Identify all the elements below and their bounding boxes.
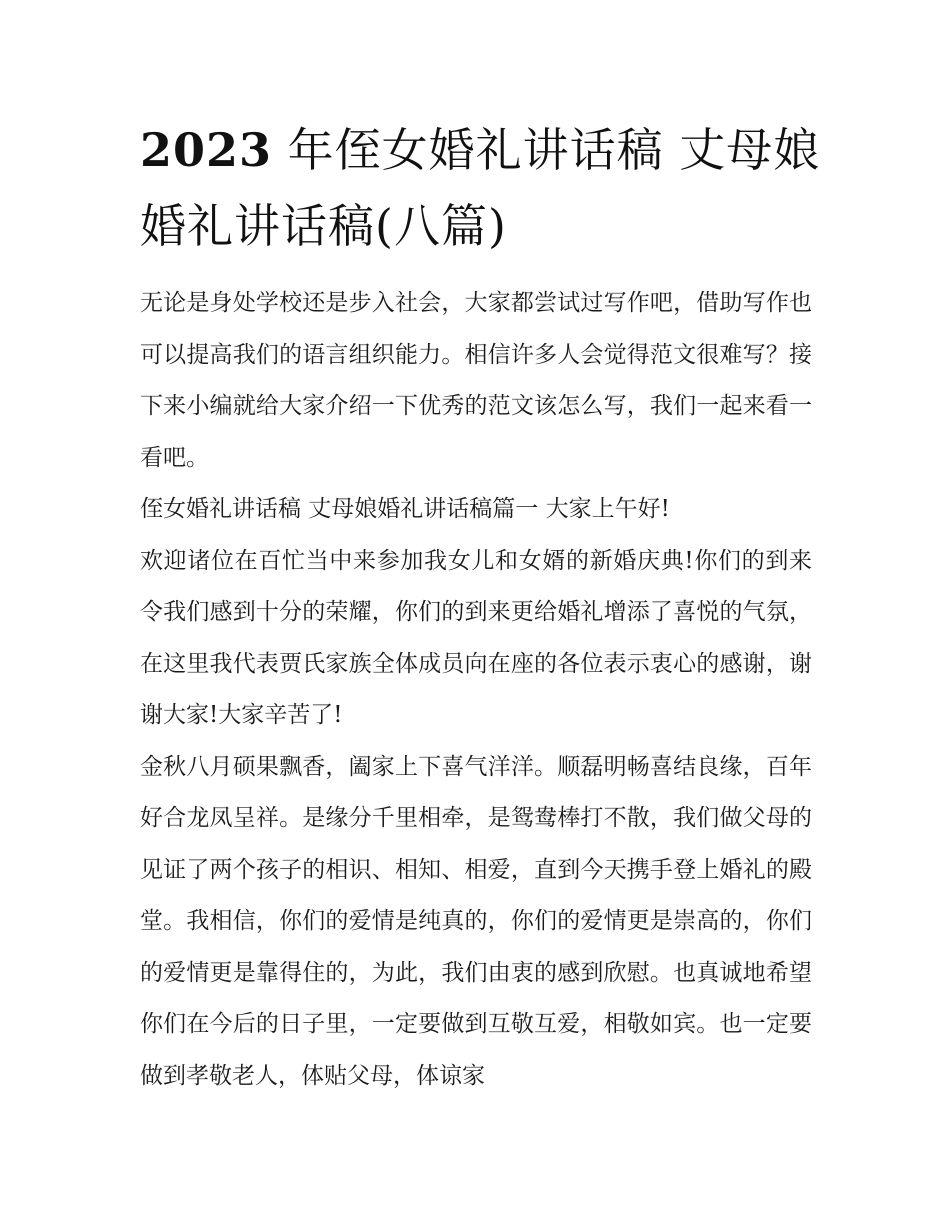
document-body xyxy=(140,278,812,1102)
blessing-paragraph: 金秋八月硕果飘香，阖家上下喜气洋洋。顺磊明畅喜结良缘，百年好合龙凤呈祥。是缘分千里相牵，是鸳鸯棒打不散，我们做父母的见证了两个孩子的相识、相知、相爱，直到今天携手登上婚礼的殿堂。我相信，你们的爱情是纯真的，你们的爱情更是崇高的，你们的爱情更是靠得住的，为此，我们由衷的感到欣慰。也真诚地希望你们在今后的日子里，一定要做到互敬互爱，相敬如宾。也一定要做到孝敬老人，体贴父母，体谅家 xyxy=(140,753,812,1089)
intro-paragraph: 无论是身处学校还是步入社会，大家都尝试过写作吧，借助写作也可以提高我们的语言组织能力。相信许多人会觉得范文很难写？接下来小编就给大家介绍一下优秀的范文该怎么写，我们一起来看一看吧。 xyxy=(140,290,812,471)
document-title xyxy=(140,112,830,264)
title-year: 2023 xyxy=(140,123,273,177)
welcome-paragraph: 欢迎诸位在百忙当中来参加我女儿和女婿的新婚庆典!你们的到来令我们感到十分的荣耀，你们的到来更给婚礼增添了喜悦的气氛，在这里我代表贾氏家族全体成员向在座的各位表示衷心的感谢，谢谢大家!大家辛苦了! xyxy=(140,547,812,728)
title-text: 年侄女婚礼讲话稿 丈母娘婚礼讲话稿(八篇) xyxy=(140,123,821,253)
section-heading-paragraph: 侄女婚礼讲话稿 丈母娘婚礼讲话稿篇一 大家上午好! xyxy=(140,496,670,522)
